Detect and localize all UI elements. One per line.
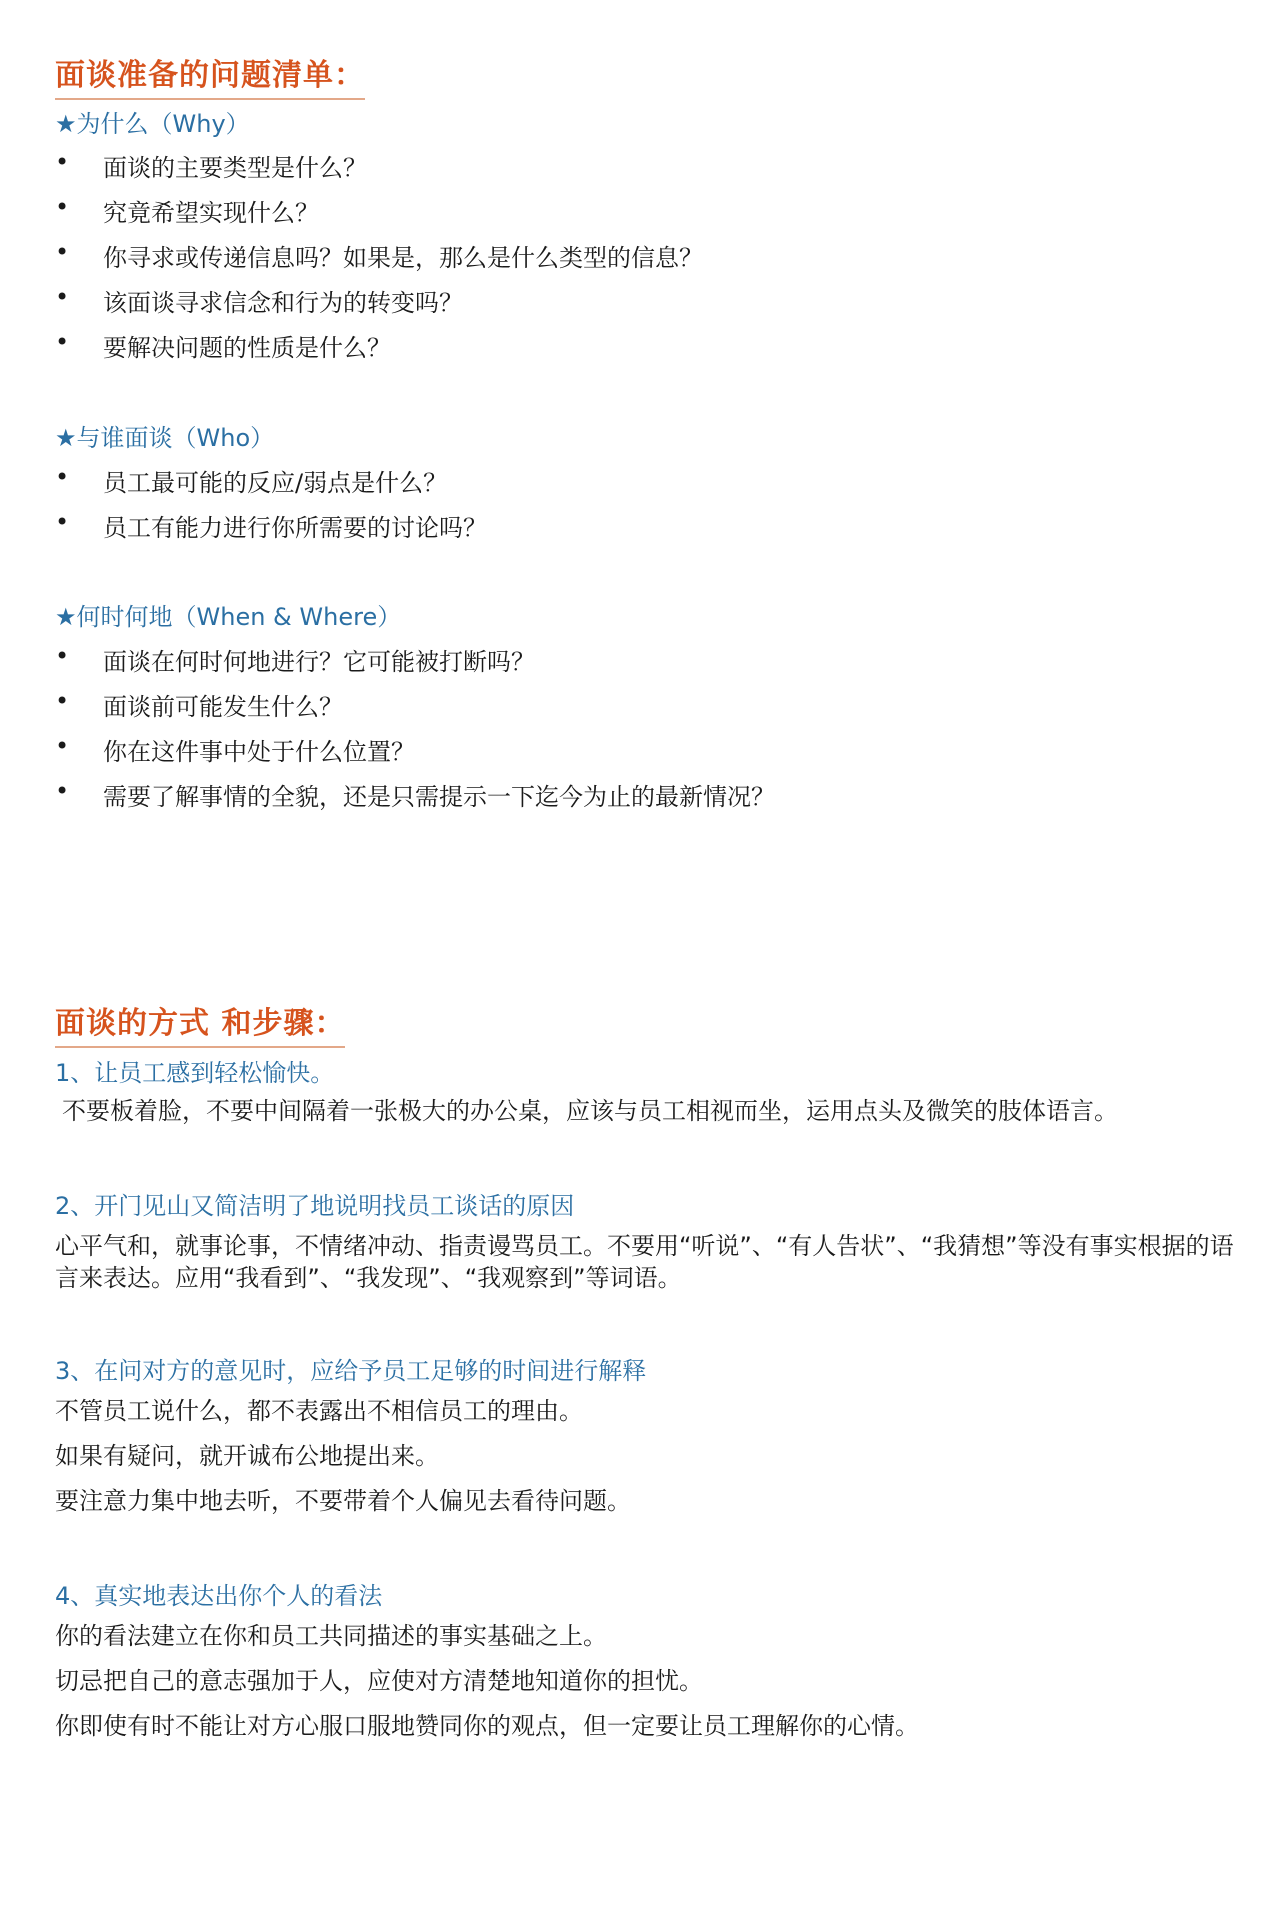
bullet-icon: • <box>55 687 70 715</box>
step-text: 要注意力集中地去听，不要带着个人偏见去看待问题。 <box>55 1487 631 1515</box>
list-item-text: 员工有能力进行你所需要的讨论吗？ <box>103 514 487 542</box>
step-text: 心平气和，就事论事，不情绪冲动、指责谩骂员工。不要用“听说”、“有人告状”、“我猜想”等没有事实根据的语言来表达。应用“我看到”、“我发现”、“我观察到”等词语。 <box>55 1232 1234 1292</box>
bullet-icon: • <box>55 732 70 760</box>
step-text: 不要板着脸，不要中间隔着一张极大的办公桌，应该与员工相视而坐，运用点头及微笑的肢体语言。 <box>62 1097 1118 1125</box>
bullet-icon: • <box>55 463 70 491</box>
list-item-text: 你在这件事中处于什么位置？ <box>103 738 415 766</box>
bullet-icon: • <box>55 148 70 176</box>
list-item-text: 面谈的主要类型是什么？ <box>103 154 367 182</box>
list-item-text: 面谈在何时何地进行？它可能被打断吗？ <box>103 648 535 676</box>
bullet-icon: • <box>55 508 70 536</box>
step-title: 2、开门见山又简洁明了地说明找员工谈话的原因 <box>55 1192 575 1220</box>
list-item-text: 究竟希望实现什么？ <box>103 199 319 227</box>
step-text: 你即使有时不能让对方心服口服地赞同你的观点，但一定要让员工理解你的心情。 <box>55 1712 919 1740</box>
who-subheading: ★与谁面谈（Who） <box>55 424 275 452</box>
step-text: 切忌把自己的意志强加于人，应使对方清楚地知道你的担忧。 <box>55 1667 703 1695</box>
when-where-subheading: ★何时何地（When & Where） <box>55 603 402 631</box>
section1-title: 面谈准备的问题清单： <box>55 50 365 100</box>
step-title: 4、真实地表达出你个人的看法 <box>55 1582 383 1610</box>
step-text: 你的看法建立在你和员工共同描述的事实基础之上。 <box>55 1622 607 1650</box>
step-title: 3、在问对方的意见时，应给予员工足够的时间进行解释 <box>55 1357 647 1385</box>
step-text: 不管员工说什么，都不表露出不相信员工的理由。 <box>55 1397 583 1425</box>
bullet-icon: • <box>55 328 70 356</box>
bullet-icon: • <box>55 283 70 311</box>
list-item-text: 员工最可能的反应/弱点是什么？ <box>103 469 448 497</box>
list-item-text: 该面谈寻求信念和行为的转变吗？ <box>103 289 463 317</box>
list-item-text: 你寻求或传递信息吗？如果是，那么是什么类型的信息？ <box>103 244 703 272</box>
bullet-icon: • <box>55 238 70 266</box>
step-text: 如果有疑问，就开诚布公地提出来。 <box>55 1442 439 1470</box>
why-subheading: ★为什么（Why） <box>55 110 250 138</box>
list-item-text: 要解决问题的性质是什么？ <box>103 334 391 362</box>
bullet-icon: • <box>55 642 70 670</box>
list-item-text: 需要了解事情的全貌，还是只需提示一下迄今为止的最新情况？ <box>103 783 775 811</box>
bullet-icon: • <box>55 193 70 221</box>
section2-title: 面谈的方式 和步骤： <box>55 998 345 1048</box>
bullet-icon: • <box>55 777 70 805</box>
list-item-text: 面谈前可能发生什么？ <box>103 693 343 721</box>
step-title: 1、让员工感到轻松愉快。 <box>55 1059 335 1087</box>
